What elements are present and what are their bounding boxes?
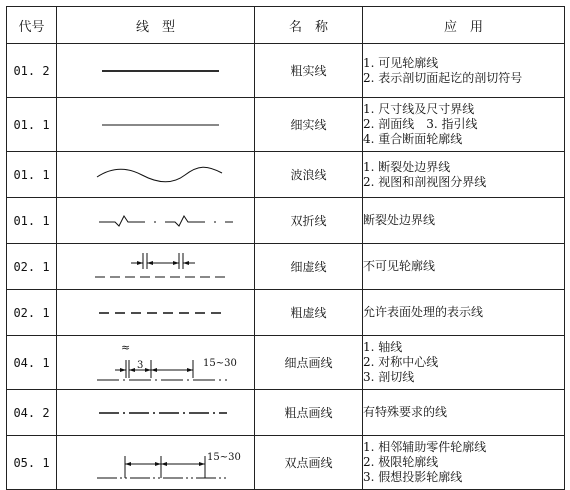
double-dot-chain-line-icon xyxy=(57,438,255,488)
line-code: 01. 1 xyxy=(7,198,57,244)
application-item: 4. 重合断面轮廓线 xyxy=(363,132,463,146)
table-row xyxy=(7,244,565,290)
table-row xyxy=(7,152,565,198)
thick-dashed-line-icon xyxy=(57,303,255,323)
table-row xyxy=(7,290,565,336)
header-name: 名 称 xyxy=(255,7,363,44)
table-row xyxy=(7,98,565,152)
application-item: 2. 对称中心线 xyxy=(363,355,439,369)
application-item: 3. 假想投影轮廓线 xyxy=(363,470,463,484)
table-row xyxy=(7,336,565,390)
line-name: 粗实线 xyxy=(255,44,363,98)
table-row xyxy=(7,198,565,244)
line-name: 粗点画线 xyxy=(255,390,363,436)
line-application xyxy=(363,152,565,198)
thin-chain-line-icon xyxy=(57,338,255,388)
application-item: 2. 极限轮廓线 xyxy=(363,455,439,469)
header-code: 代号 xyxy=(7,7,57,44)
thin-solid-line-icon xyxy=(57,115,255,135)
application-item: 2. 剖面线 3. 指引线 xyxy=(363,117,478,131)
application-item: 不可见轮廓线 xyxy=(363,259,436,273)
line-code: 01. 1 xyxy=(7,152,57,198)
header-row xyxy=(7,7,565,44)
table-row xyxy=(7,436,565,490)
line-code: 04. 1 xyxy=(7,336,57,390)
line-application xyxy=(363,290,565,336)
application-item: 1. 轴线 xyxy=(363,340,403,354)
application-item: 断裂处边界线 xyxy=(363,213,436,227)
application-item: 2. 视图和剖视图分界线 xyxy=(363,174,487,189)
thick-solid-line-sample xyxy=(57,44,255,98)
approx-label: ≈ xyxy=(121,340,131,354)
line-code: 02. 1 xyxy=(7,290,57,336)
line-name: 双折线 xyxy=(255,198,363,244)
thick-solid-line-icon xyxy=(57,61,255,81)
line-name: 双点画线 xyxy=(255,436,363,490)
thin-chain-line-sample xyxy=(57,336,255,390)
header-line-type: 线 型 xyxy=(57,7,255,44)
wavy-line-sample xyxy=(57,152,255,198)
line-application xyxy=(363,436,565,490)
application-item: 1. 断裂处边界线 xyxy=(363,159,451,174)
line-name: 细实线 xyxy=(255,98,363,152)
application-item: 有特殊要求的线 xyxy=(363,405,448,419)
thin-dashed-line-sample xyxy=(57,244,255,290)
long-dim-label: 15~30 xyxy=(203,357,237,369)
line-types-table xyxy=(6,6,565,490)
thin-solid-line-sample xyxy=(57,98,255,152)
application-item: 3. 剖切线 xyxy=(363,370,415,384)
line-name: 波浪线 xyxy=(255,152,363,198)
application-item: 1. 相邻辅助零件轮廓线 xyxy=(363,440,487,454)
thick-chain-line-sample xyxy=(57,390,255,436)
line-name: 粗虚线 xyxy=(255,290,363,336)
thin-dashed-line-icon xyxy=(57,247,255,287)
line-code: 04. 2 xyxy=(7,390,57,436)
wavy-line-icon xyxy=(57,163,255,187)
application-item: 2. 表示剖切面起讫的剖切符号 xyxy=(363,70,523,85)
table-row xyxy=(7,390,565,436)
line-application xyxy=(363,198,565,244)
line-application xyxy=(363,244,565,290)
application-item: 1. 可见轮廓线 xyxy=(363,55,439,70)
application-item: 允许表面处理的表示线 xyxy=(363,305,484,319)
line-code: 02. 1 xyxy=(7,244,57,290)
line-name: 细虚线 xyxy=(255,244,363,290)
application-item: 1. 尺寸线及尺寸界线 xyxy=(363,102,475,116)
header-application: 应 用 xyxy=(363,7,565,44)
break-line-icon xyxy=(57,209,255,233)
line-application xyxy=(363,390,565,436)
table-row xyxy=(7,44,565,98)
line-code: 01. 1 xyxy=(7,98,57,152)
line-name: 细点画线 xyxy=(255,336,363,390)
long-dim-label: 15~30 xyxy=(207,451,241,463)
line-application xyxy=(363,44,565,98)
thick-dashed-line-sample xyxy=(57,290,255,336)
line-code: 05. 1 xyxy=(7,436,57,490)
thick-chain-line-icon xyxy=(57,403,255,423)
break-line-sample xyxy=(57,198,255,244)
line-code: 01. 2 xyxy=(7,44,57,98)
short-dim-label: 3 xyxy=(137,359,144,371)
line-application xyxy=(363,336,565,390)
double-dot-chain-line-sample xyxy=(57,436,255,490)
line-application xyxy=(363,98,565,152)
